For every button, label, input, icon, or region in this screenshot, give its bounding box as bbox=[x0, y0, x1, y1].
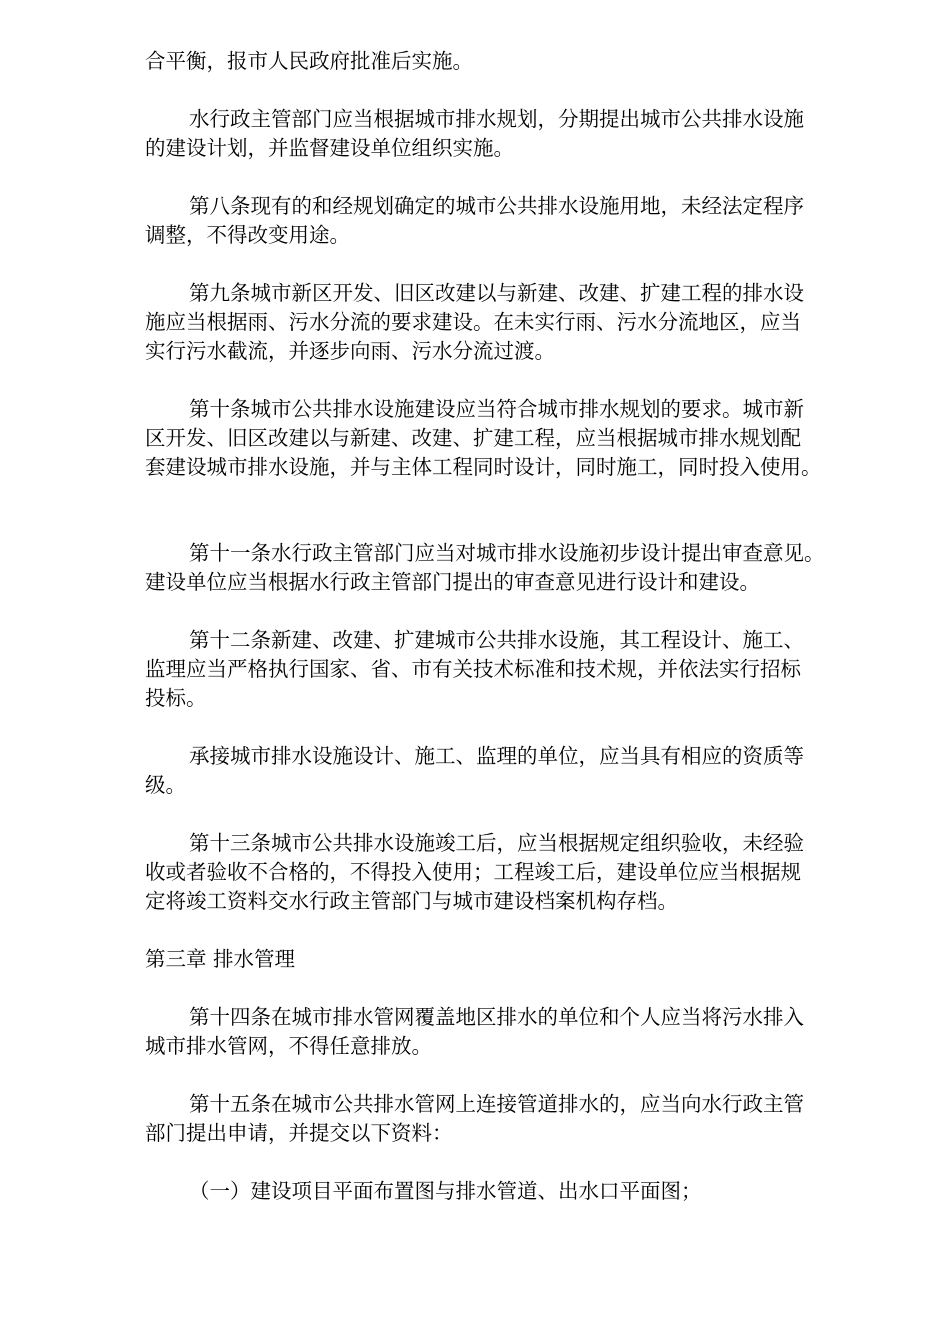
text-line: 投标。 bbox=[145, 686, 207, 710]
paragraph-first-line: 承接城市排水设施设计、施工、监理的单位，应当具有相应的资质等 bbox=[189, 744, 804, 768]
article-10-first-line: 第十条城市公共排水设施建设应当符合城市排水规划的要求。城市新 bbox=[189, 397, 804, 421]
list-item: （一）建设项目平面布置图与排水管道、出水口平面图； bbox=[189, 1179, 702, 1203]
text-line: 收或者验收不合格的，不得投入使用；工程竣工后，建设单位应当根据规 bbox=[145, 860, 801, 884]
article-14-first-line: 第十四条在城市排水管网覆盖地区排水的单位和个人应当将污水排入 bbox=[189, 1005, 804, 1029]
text-line: 级。 bbox=[145, 773, 186, 797]
article-11-first-line: 第十一条水行政主管部门应当对城市排水设施初步设计提出审查意见。 bbox=[189, 541, 825, 565]
paragraph-first-line: 水行政主管部门应当根据城市排水规划，分期提出城市公共排水设施 bbox=[189, 107, 804, 131]
text-line: 定将竣工资料交水行政主管部门与城市建设档案机构存档。 bbox=[145, 889, 678, 913]
text-line: 部门提出申请，并提交以下资料： bbox=[145, 1121, 453, 1145]
chapter-heading: 第三章 排水管理 bbox=[145, 947, 296, 971]
article-9-first-line: 第九条城市新区开发、旧区改建以与新建、改建、扩建工程的排水设 bbox=[189, 281, 804, 305]
text-line: 调整，不得改变用途。 bbox=[145, 223, 350, 247]
article-15-first-line: 第十五条在城市公共排水管网上连接管道排水的，应当向水行政主管 bbox=[189, 1092, 804, 1116]
text-line: 监理应当严格执行国家、省、市有关技术标准和技术规，并依法实行招标 bbox=[145, 657, 801, 681]
text-line: 城市排水管网，不得任意排放。 bbox=[145, 1034, 432, 1058]
text-line: 的建设计划，并监督建设单位组织实施。 bbox=[145, 136, 514, 160]
article-12-first-line: 第十二条新建、改建、扩建城市公共排水设施，其工程设计、施工、 bbox=[189, 628, 804, 652]
text-line: 施应当根据雨、污水分流的要求建设。在未实行雨、污水分流地区，应当 bbox=[145, 310, 801, 334]
text-line: 合平衡，报市人民政府批准后实施。 bbox=[145, 49, 473, 73]
article-13-first-line: 第十三条城市公共排水设施竣工后，应当根据规定组织验收，未经验 bbox=[189, 831, 804, 855]
text-line: 套建设城市排水设施，并与主体工程同时设计，同时施工，同时投入使用。 bbox=[145, 455, 822, 479]
text-line: 建设单位应当根据水行政主管部门提出的审查意见进行设计和建设。 bbox=[145, 570, 760, 594]
article-8-first-line: 第八条现有的和经规划确定的城市公共排水设施用地，未经法定程序 bbox=[189, 194, 804, 218]
text-line: 区开发、旧区改建以与新建、改建、扩建工程，应当根据城市排水规划配 bbox=[145, 426, 801, 450]
text-line: 实行污水截流，并逐步向雨、污水分流过渡。 bbox=[145, 339, 555, 363]
